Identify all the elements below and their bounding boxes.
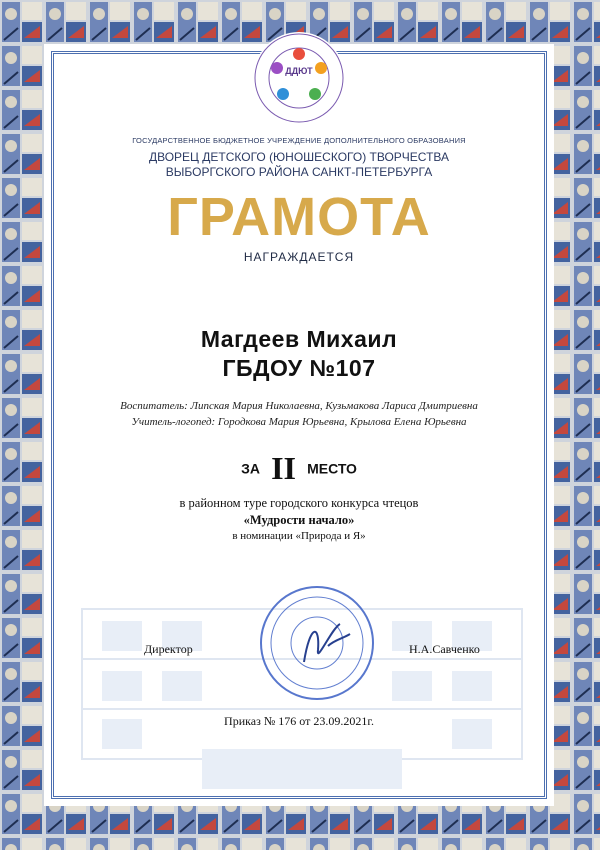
- ddyut-logo: [251, 30, 347, 126]
- place-prefix: ЗА: [241, 460, 260, 477]
- place-line: [44, 450, 554, 487]
- place-number: II: [271, 450, 296, 486]
- director-label: Директор: [144, 642, 193, 656]
- org-line-3: ВЫБОРГСКОГО РАЙОНА САНКТ-ПЕТЕРБУРГА: [165, 165, 433, 179]
- recipient-name: Магдеев Михаил: [200, 326, 398, 352]
- speech-therapist-line: Учитель-логопед: Городкова Мария Юрьевна, Крылова Елена Юрьевна: [131, 416, 467, 428]
- contest-name: «Мудрости начало»: [243, 513, 355, 527]
- contest-description: в районном туре городского конкурса чтецов: [179, 496, 419, 510]
- certificate-title: ГРАМОТА: [167, 187, 431, 247]
- place-suffix: МЕСТО: [307, 460, 357, 477]
- awarded-label: НАГРАЖДАЕТСЯ: [243, 250, 355, 264]
- order-reference: Приказ № 176 от 23.09.2021г.: [224, 714, 374, 728]
- educator-line: Воспитатель: Липская Мария Николаевна, Кузьмакова Лариса Дмитриевна: [120, 400, 478, 412]
- recipient-school: ГБДОУ №107: [222, 355, 376, 381]
- contest-nomination: в номинации «Природа и Я»: [232, 530, 366, 542]
- certificate-sheet: [44, 44, 554, 806]
- org-line-2: ДВОРЕЦ ДЕТСКОГО (ЮНОШЕСКОГО) ТВОРЧЕСТВА: [148, 150, 450, 164]
- director-name: Н.А.Савченко: [409, 642, 480, 656]
- org-line-1: ГОСУДАРСТВЕННОЕ БЮДЖЕТНОЕ УЧРЕЖДЕНИЕ ДОПОЛНИТЕЛЬНОГО ОБРАЗОВАНИЯ: [132, 136, 466, 145]
- official-stamp: [258, 584, 376, 702]
- logo-abbreviation: ДДЮТ: [285, 66, 313, 76]
